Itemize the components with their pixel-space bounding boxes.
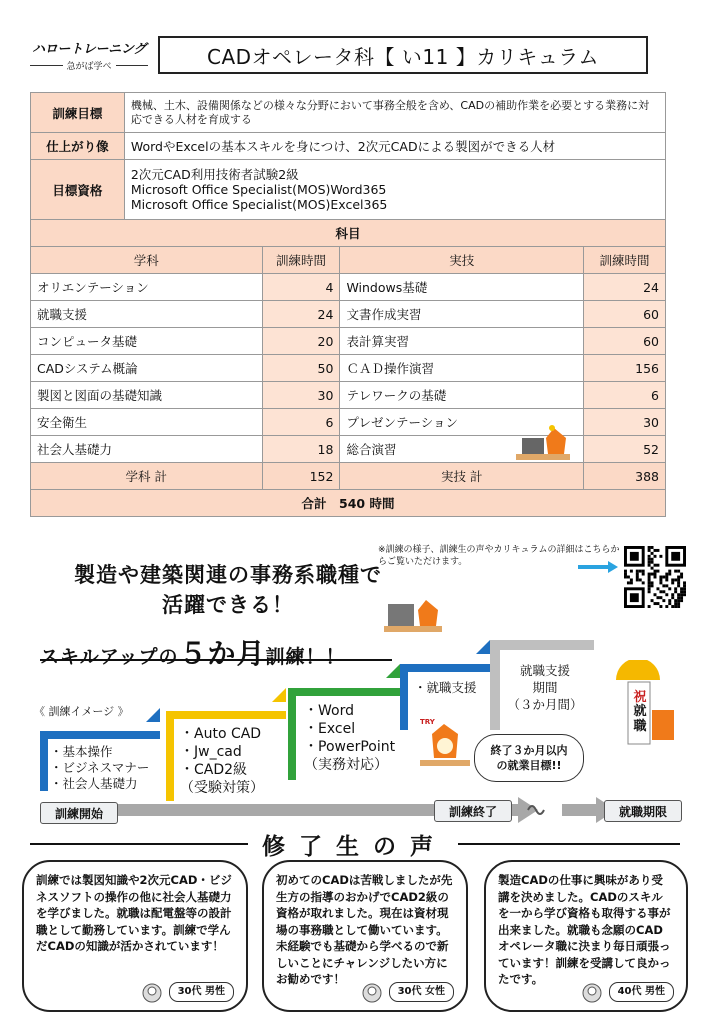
step-5-item: 就職支援 bbox=[519, 663, 570, 678]
subject-practice: Windows基礎 bbox=[340, 274, 584, 301]
subject-lecture-hours: 4 bbox=[262, 274, 340, 301]
page-title: CADオペレータ科【 い11 】カリキュラム bbox=[158, 36, 648, 74]
col-hours-practice: 訓練時間 bbox=[584, 247, 666, 274]
step-2-item: （受験対策） bbox=[180, 780, 264, 796]
character-at-pc-illustration bbox=[382, 590, 444, 638]
logo-main: ハロートレーニング bbox=[31, 42, 147, 57]
step-1-item: ・基本操作 bbox=[50, 744, 113, 759]
subject-practice-hours: 60 bbox=[584, 328, 666, 355]
iwai-text: 祝 bbox=[633, 690, 647, 705]
callout-line: の就業目標!! bbox=[496, 759, 562, 772]
voice-card bbox=[484, 860, 688, 1012]
col-lecture: 学科 bbox=[31, 247, 263, 274]
skillup-banner bbox=[40, 632, 346, 672]
headline-line-2: 活躍できる！ bbox=[162, 593, 294, 617]
subject-lecture-hours: 18 bbox=[262, 436, 340, 463]
subject-lecture-hours: 6 bbox=[262, 409, 340, 436]
avatar-icon bbox=[142, 983, 162, 1003]
step-3-corner bbox=[386, 664, 400, 678]
col-practice: 実技 bbox=[340, 247, 584, 274]
step-4-text: ・就職支援 bbox=[414, 680, 477, 695]
step-5-item: 期間 bbox=[532, 680, 558, 695]
qr-code[interactable] bbox=[624, 546, 686, 608]
headline-line-1: 製造や建築関連の事務系職種で bbox=[74, 563, 382, 587]
subject-header: 科目 bbox=[31, 220, 666, 247]
goal-label: 訓練目標 bbox=[31, 93, 125, 133]
step-3-items bbox=[304, 702, 395, 774]
voice-text: 製造CADの仕事に興味があり受講を決めました。CADのスキルを一から学び資格も取得する事が出来ました。就職も念願のCADオペレータ職に決まり毎日頑張っています！訓練を受講して良かったです。 bbox=[498, 873, 671, 986]
voices-title: 修了生の声 bbox=[262, 834, 447, 860]
subject-lecture: 社会人基礎力 bbox=[31, 436, 263, 463]
step-3-item: ・Word bbox=[304, 703, 354, 719]
grand-total: 合計 540 時間 bbox=[31, 490, 666, 517]
subject-practice-hours: 6 bbox=[584, 382, 666, 409]
goal-callout bbox=[474, 734, 584, 782]
voice-tag: 40代 男性 bbox=[609, 982, 674, 1003]
goal-text: 機械、土木、設備関係などの様々な分野において事務全般を含め、CADの補助作業を必要とする業務に対応できる人材を育成する bbox=[124, 93, 665, 133]
voice-text: 初めてのCADは苦戦しましたが先生方の指導のおかげでCAD2級の資格が取れました。現在は資材現場の事務職として働いています。未経験でも基礎から学べるので新しいことにチャレンジしたい方にお勧めです！ bbox=[276, 873, 453, 986]
subject-practice-hours: 30 bbox=[584, 409, 666, 436]
subject-row bbox=[31, 382, 666, 409]
skillup-underline bbox=[40, 659, 392, 661]
skillup-pre: スキルアップの bbox=[40, 646, 179, 668]
subject-row bbox=[31, 355, 666, 382]
headline bbox=[58, 560, 398, 620]
subject-lecture: 就職支援 bbox=[31, 301, 263, 328]
voice-tag: 30代 男性 bbox=[169, 982, 234, 1003]
subject-lecture: 製図と図面の基礎知識 bbox=[31, 382, 263, 409]
practice-total: 388 bbox=[584, 463, 666, 490]
subject-practice: テレワークの基礎 bbox=[340, 382, 584, 409]
logo-sub: 急がば学べ bbox=[30, 59, 148, 72]
subject-lecture-hours: 20 bbox=[262, 328, 340, 355]
logo bbox=[30, 38, 148, 72]
training-image-label: 《 訓練イメージ 》 bbox=[34, 705, 129, 718]
outcome-label: 仕上がり像 bbox=[31, 133, 125, 160]
shushoku-text: 就職 bbox=[633, 704, 647, 734]
subject-lecture: CADシステム概論 bbox=[31, 355, 263, 382]
step-1-corner bbox=[146, 708, 160, 722]
cert-item: 2次元CAD利用技術者試験2級 bbox=[130, 167, 299, 182]
subject-practice: 総合演習 bbox=[340, 436, 584, 463]
subject-practice: 表計算実習 bbox=[340, 328, 584, 355]
subject-row bbox=[31, 301, 666, 328]
try-sign: TRY bbox=[420, 718, 435, 726]
subject-practice-hours: 24 bbox=[584, 274, 666, 301]
arrow-right-icon bbox=[578, 560, 618, 574]
character-at-desk-illustration bbox=[514, 424, 572, 470]
step-4-corner bbox=[476, 640, 490, 654]
step-1-item: ・社会人基礎力 bbox=[50, 776, 138, 791]
step-1-item: ・ビジネスマナー bbox=[50, 760, 150, 775]
cert-item: Microsoft Office Specialist(MOS)Excel365 bbox=[130, 197, 388, 212]
subject-lecture: コンピュータ基礎 bbox=[31, 328, 263, 355]
skillup-post: 訓練！！ bbox=[265, 646, 346, 668]
subject-practice-hours: 52 bbox=[584, 436, 666, 463]
subject-practice: 文書作成実習 bbox=[340, 301, 584, 328]
step-3-item: （実務対応） bbox=[304, 757, 388, 773]
lecture-total-label: 学科 計 bbox=[31, 463, 263, 490]
skillup-months: ５か月 bbox=[178, 637, 266, 670]
subject-practice-hours: 60 bbox=[584, 301, 666, 328]
step-3-item: ・Excel bbox=[304, 721, 356, 737]
col-hours: 訓練時間 bbox=[262, 247, 340, 274]
training-end: 訓練終了 bbox=[434, 800, 512, 822]
voice-text: 訓練では製図知識や2次元CAD・ビジネスソフトの操作の他に社会人基礎力を学びました。就職は配電盤等の設計職として勤務しています。訓練で学んだCADの知識が活かされています！ bbox=[36, 873, 232, 953]
subject-practice: プレゼンテーション bbox=[340, 409, 584, 436]
training-start: 訓練開始 bbox=[40, 802, 118, 824]
subject-practice-hours: 156 bbox=[584, 355, 666, 382]
step-2-corner bbox=[272, 688, 286, 702]
step-2-item: ・Jw_cad bbox=[180, 744, 242, 760]
subject-lecture: 安全衛生 bbox=[31, 409, 263, 436]
step-5-item: （３か月間） bbox=[507, 697, 583, 712]
qr-note: ※訓練の様子、訓練生の声やカリキュラムの詳細はこちらからご覧いただけます。 bbox=[378, 545, 620, 567]
subject-row bbox=[31, 274, 666, 301]
step-3-item: ・PowerPoint bbox=[304, 739, 396, 755]
subject-practice: ＣＡＤ操作演習 bbox=[340, 355, 584, 382]
step-2-item: ・Auto CAD bbox=[180, 726, 262, 742]
cert-item: Microsoft Office Specialist(MOS)Word365 bbox=[130, 182, 387, 197]
character-writing-illustration bbox=[420, 720, 470, 770]
subject-lecture: オリエンテーション bbox=[31, 274, 263, 301]
employment-deadline: 就職期限 bbox=[604, 800, 682, 822]
lecture-total: 152 bbox=[262, 463, 340, 490]
step-2-items bbox=[180, 725, 264, 797]
outcome-text: WordやExcelの基本スキルを身につけ、2次元CADによる製図ができる人材 bbox=[124, 133, 665, 160]
avatar-icon bbox=[582, 983, 602, 1003]
voice-card bbox=[22, 860, 248, 1012]
practice-total-label: 実技 計 bbox=[340, 463, 584, 490]
step-1-items bbox=[50, 744, 149, 792]
voice-tag: 30代 女性 bbox=[389, 982, 454, 1003]
subject-row bbox=[31, 328, 666, 355]
timeline-arrow bbox=[110, 797, 630, 827]
step-2-item: ・CAD2級 bbox=[180, 762, 248, 778]
step-5-items bbox=[500, 662, 590, 713]
subject-lecture-hours: 50 bbox=[262, 355, 340, 382]
callout-line: 終了３か月以内 bbox=[490, 744, 568, 757]
cert-list bbox=[124, 160, 665, 220]
voice-card bbox=[262, 860, 468, 1012]
subject-lecture-hours: 30 bbox=[262, 382, 340, 409]
avatar-icon bbox=[362, 983, 382, 1003]
cert-label: 目標資格 bbox=[31, 160, 125, 220]
subject-lecture-hours: 24 bbox=[262, 301, 340, 328]
